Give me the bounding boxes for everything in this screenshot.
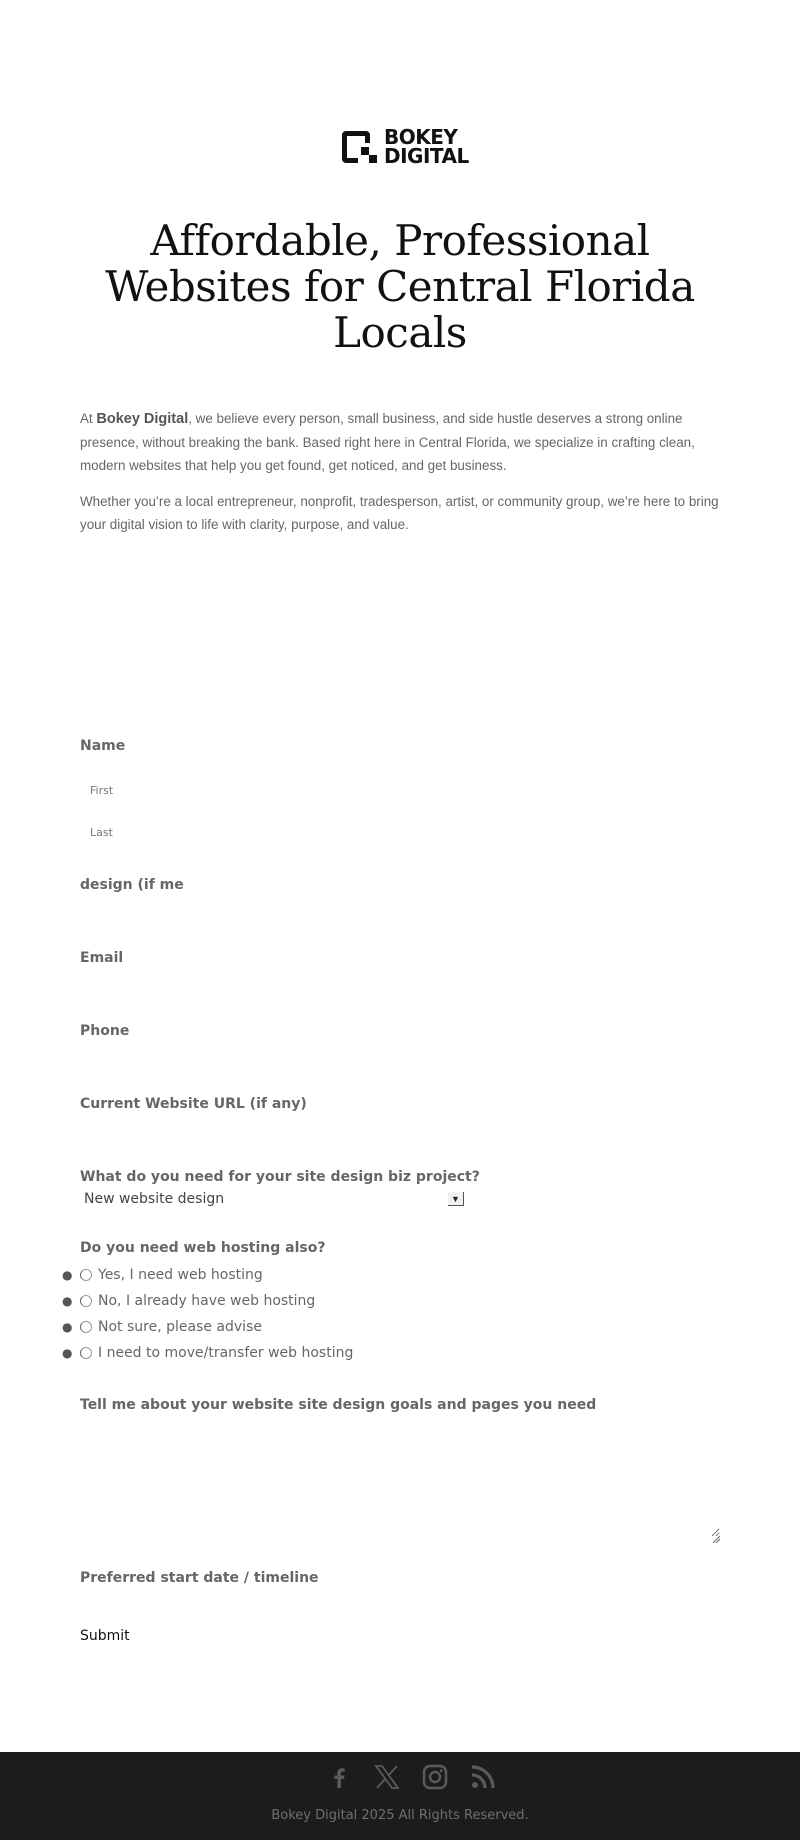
- rss-icon[interactable]: [470, 1764, 496, 1790]
- x-icon[interactable]: [374, 1764, 400, 1790]
- logo-line-2: DIGITAL: [384, 144, 469, 168]
- hero-title: Affordable, Professional Websites for Central Florida Locals: [105, 216, 695, 357]
- last-name-input[interactable]: [80, 818, 720, 848]
- bullet-icon: ●: [62, 1320, 73, 1334]
- hosting-option-yes[interactable]: [62, 1262, 353, 1288]
- instagram-icon[interactable]: [422, 1764, 448, 1790]
- facebook-icon[interactable]: [326, 1764, 352, 1790]
- first-name-input[interactable]: [80, 776, 720, 806]
- goals-label: Tell me about your website site design goals and pages you need: [80, 1397, 597, 1413]
- timeline-label: Preferred start date / timeline: [80, 1570, 319, 1586]
- project-need-selected-value: New website design: [84, 1191, 225, 1207]
- name-label: Name: [80, 738, 126, 754]
- intro-rest: , we believe every person, small business, and side hustle deserves a strong online presence, without breaking the bank. Based right here in Central Florida, we specialize in crafting clean, modern websites that help you get found, get noticed, and get business.: [80, 411, 695, 473]
- last-name-sublabel: Last: [90, 826, 113, 839]
- copyright-text: Bokey Digital 2025 All Rights Reserved.: [271, 1808, 529, 1823]
- intro-paragraph-1: [80, 407, 720, 477]
- bullet-icon: ●: [62, 1294, 73, 1308]
- goals-textarea[interactable]: [80, 1425, 720, 1537]
- phone-field[interactable]: [80, 1044, 720, 1074]
- radio-button[interactable]: [80, 1321, 92, 1333]
- hosting-label: Do you need web hosting also?: [80, 1240, 326, 1256]
- hosting-option-have[interactable]: [62, 1288, 353, 1314]
- email-field[interactable]: [80, 971, 720, 1001]
- hosting-option-transfer[interactable]: [62, 1340, 353, 1366]
- intro-prefix: At: [80, 411, 97, 426]
- intro-brand: Bokey Digital: [96, 411, 189, 427]
- logo-mark-icon: [342, 128, 378, 166]
- bullet-icon: ●: [62, 1268, 73, 1282]
- website-url-label: Current Website URL (if any): [80, 1096, 307, 1112]
- first-name-sublabel: First: [90, 784, 114, 797]
- resize-grip-icon[interactable]: [712, 1530, 720, 1538]
- hosting-options: [62, 1262, 353, 1366]
- submit-button[interactable]: Submit: [80, 1628, 130, 1644]
- email-label: Email: [80, 950, 124, 966]
- social-links: [326, 1764, 496, 1790]
- hosting-option-label: Not sure, please advise: [98, 1319, 262, 1335]
- radio-button[interactable]: [80, 1269, 92, 1281]
- hosting-option-label: Yes, I need web hosting: [98, 1267, 263, 1283]
- logo-line-1: BOKEY: [384, 125, 458, 149]
- radio-button[interactable]: [80, 1347, 92, 1359]
- hosting-option-label: No, I already have web hosting: [98, 1293, 316, 1309]
- timeline-input[interactable]: [80, 1590, 720, 1620]
- logo-text: [384, 125, 469, 168]
- hosting-option-label: I need to move/transfer web hosting: [98, 1345, 354, 1361]
- phone-label: Phone: [80, 1023, 130, 1039]
- intro-paragraph-2: Whether you’re a local entrepreneur, nonprofit, tradesperson, artist, or community group, we’re here to bring your digital vision to life with clarity, purpose, and value.: [80, 494, 719, 532]
- project-need-select[interactable]: [80, 1189, 464, 1209]
- bullet-icon: ●: [62, 1346, 73, 1360]
- site-logo[interactable]: [342, 126, 469, 168]
- hosting-option-not-sure[interactable]: [62, 1314, 353, 1340]
- chevron-down-icon[interactable]: ▼: [448, 1192, 464, 1206]
- site-footer: [0, 1752, 800, 1840]
- design-input[interactable]: [80, 898, 720, 928]
- website-url-field[interactable]: [80, 1117, 720, 1147]
- design-label: design (if me: [80, 877, 184, 893]
- project-need-label: What do you need for your site design biz project?: [80, 1169, 480, 1185]
- radio-button[interactable]: [80, 1295, 92, 1307]
